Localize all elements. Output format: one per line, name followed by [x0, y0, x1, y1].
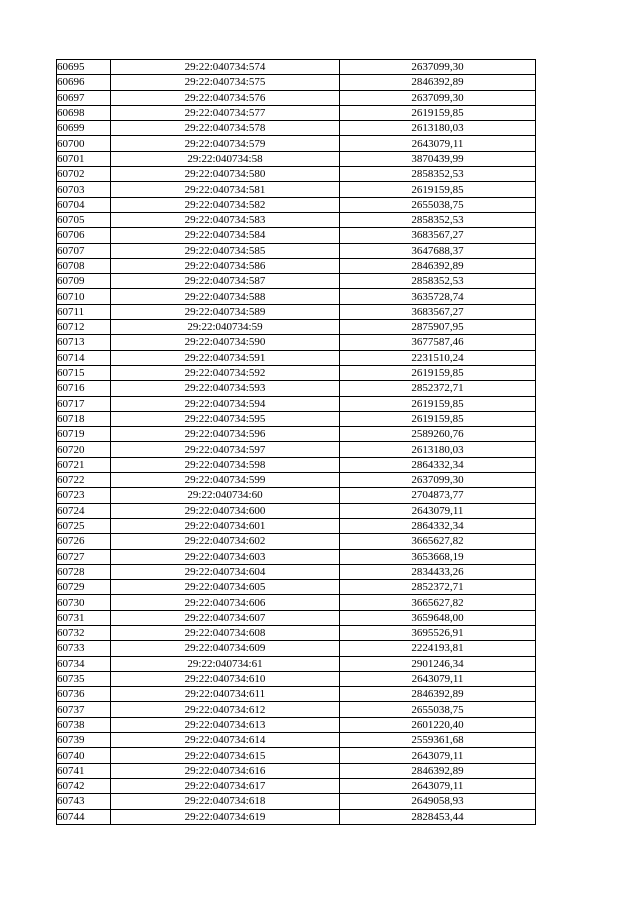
row-number-cell: 60701	[57, 151, 111, 166]
cadastral-value-cell: 2901246,34	[340, 656, 536, 671]
row-number-cell: 60743	[57, 794, 111, 809]
cadastral-number-cell: 29:22:040734:582	[111, 197, 340, 212]
cadastral-number-cell: 29:22:040734:614	[111, 733, 340, 748]
table-row	[57, 625, 536, 640]
table-row	[57, 794, 536, 809]
cadastral-number-cell: 29:22:040734:619	[111, 809, 340, 824]
table-row	[57, 304, 536, 319]
row-number-cell: 60726	[57, 534, 111, 549]
cadastral-number-cell: 29:22:040734:601	[111, 518, 340, 533]
cadastral-value-cell: 2852372,71	[340, 580, 536, 595]
row-number-cell: 60707	[57, 243, 111, 258]
cadastral-value-cell: 2619159,85	[340, 105, 536, 120]
table-row	[57, 167, 536, 182]
row-number-cell: 60705	[57, 212, 111, 227]
row-number-cell: 60733	[57, 641, 111, 656]
table-row	[57, 136, 536, 151]
cadastral-number-cell: 29:22:040734:608	[111, 625, 340, 640]
row-number-cell: 60730	[57, 595, 111, 610]
table-row	[57, 289, 536, 304]
table-row	[57, 258, 536, 273]
cadastral-value-cell: 2619159,85	[340, 182, 536, 197]
cadastral-value-cell: 2224193,81	[340, 641, 536, 656]
table-row	[57, 335, 536, 350]
cadastral-number-cell: 29:22:040734:576	[111, 90, 340, 105]
row-number-cell: 60715	[57, 365, 111, 380]
cadastral-number-cell: 29:22:040734:591	[111, 350, 340, 365]
row-number-cell: 60731	[57, 610, 111, 625]
table-row	[57, 60, 536, 75]
cadastral-value-cell: 2858352,53	[340, 212, 536, 227]
row-number-cell: 60725	[57, 518, 111, 533]
cadastral-number-cell: 29:22:040734:585	[111, 243, 340, 258]
cadastral-value-cell: 2864332,34	[340, 518, 536, 533]
table-row	[57, 197, 536, 212]
table-row	[57, 733, 536, 748]
row-number-cell: 60704	[57, 197, 111, 212]
cadastral-value-cell: 3665627,82	[340, 534, 536, 549]
cadastral-value-cell: 2589260,76	[340, 427, 536, 442]
cadastral-value-cell: 2643079,11	[340, 671, 536, 686]
cadastral-value-cell: 2643079,11	[340, 503, 536, 518]
table-row	[57, 610, 536, 625]
table-row	[57, 182, 536, 197]
row-number-cell: 60735	[57, 671, 111, 686]
cadastral-number-cell: 29:22:040734:594	[111, 396, 340, 411]
table-row	[57, 473, 536, 488]
row-number-cell: 60699	[57, 121, 111, 136]
row-number-cell: 60738	[57, 717, 111, 732]
cadastral-value-cell: 2828453,44	[340, 809, 536, 824]
table-row	[57, 549, 536, 564]
row-number-cell: 60696	[57, 75, 111, 90]
row-number-cell: 60728	[57, 564, 111, 579]
cadastral-number-cell: 29:22:040734:592	[111, 365, 340, 380]
row-number-cell: 60698	[57, 105, 111, 120]
row-number-cell: 60712	[57, 320, 111, 335]
cadastral-value-cell: 2643079,11	[340, 136, 536, 151]
cadastral-value-table	[56, 59, 536, 825]
cadastral-number-cell: 29:22:040734:59	[111, 320, 340, 335]
table-row	[57, 580, 536, 595]
row-number-cell: 60716	[57, 381, 111, 396]
table-row	[57, 671, 536, 686]
cadastral-value-cell: 2649058,93	[340, 794, 536, 809]
cadastral-number-cell: 29:22:040734:61	[111, 656, 340, 671]
table-row	[57, 90, 536, 105]
cadastral-number-cell: 29:22:040734:609	[111, 641, 340, 656]
cadastral-number-cell: 29:22:040734:580	[111, 167, 340, 182]
table-row	[57, 809, 536, 824]
cadastral-value-cell: 2852372,71	[340, 381, 536, 396]
cadastral-value-cell: 2619159,85	[340, 365, 536, 380]
cadastral-number-cell: 29:22:040734:607	[111, 610, 340, 625]
cadastral-value-cell: 2858352,53	[340, 167, 536, 182]
table-row	[57, 595, 536, 610]
table-row	[57, 518, 536, 533]
cadastral-number-cell: 29:22:040734:597	[111, 442, 340, 457]
cadastral-value-cell: 2655038,75	[340, 197, 536, 212]
cadastral-value-cell: 2601220,40	[340, 717, 536, 732]
cadastral-number-cell: 29:22:040734:593	[111, 381, 340, 396]
table-row	[57, 564, 536, 579]
table-row	[57, 274, 536, 289]
table-row	[57, 488, 536, 503]
cadastral-value-cell: 3695526,91	[340, 625, 536, 640]
cadastral-value-cell: 2858352,53	[340, 274, 536, 289]
row-number-cell: 60721	[57, 457, 111, 472]
cadastral-number-cell: 29:22:040734:581	[111, 182, 340, 197]
table-row	[57, 350, 536, 365]
cadastral-value-cell: 2613180,03	[340, 121, 536, 136]
cadastral-number-cell: 29:22:040734:578	[111, 121, 340, 136]
cadastral-number-cell: 29:22:040734:596	[111, 427, 340, 442]
cadastral-number-cell: 29:22:040734:606	[111, 595, 340, 610]
cadastral-value-cell: 2619159,85	[340, 396, 536, 411]
cadastral-number-cell: 29:22:040734:590	[111, 335, 340, 350]
cadastral-value-cell: 3870439,99	[340, 151, 536, 166]
row-number-cell: 60703	[57, 182, 111, 197]
table-row	[57, 151, 536, 166]
cadastral-value-cell: 2637099,30	[340, 473, 536, 488]
cadastral-value-cell: 2231510,24	[340, 350, 536, 365]
row-number-cell: 60711	[57, 304, 111, 319]
row-number-cell: 60720	[57, 442, 111, 457]
table-row	[57, 121, 536, 136]
row-number-cell: 60718	[57, 411, 111, 426]
row-number-cell: 60739	[57, 733, 111, 748]
cadastral-number-cell: 29:22:040734:603	[111, 549, 340, 564]
table-row	[57, 365, 536, 380]
row-number-cell: 60719	[57, 427, 111, 442]
cadastral-value-cell: 2643079,11	[340, 748, 536, 763]
cadastral-number-cell: 29:22:040734:613	[111, 717, 340, 732]
row-number-cell: 60729	[57, 580, 111, 595]
table-row	[57, 748, 536, 763]
cadastral-number-cell: 29:22:040734:577	[111, 105, 340, 120]
cadastral-number-cell: 29:22:040734:616	[111, 763, 340, 778]
table-row	[57, 717, 536, 732]
cadastral-value-cell: 3647688,37	[340, 243, 536, 258]
row-number-cell: 60710	[57, 289, 111, 304]
cadastral-number-cell: 29:22:040734:579	[111, 136, 340, 151]
cadastral-value-cell: 2643079,11	[340, 778, 536, 793]
cadastral-number-cell: 29:22:040734:60	[111, 488, 340, 503]
table-row	[57, 75, 536, 90]
cadastral-value-cell: 2637099,30	[340, 90, 536, 105]
row-number-cell: 60734	[57, 656, 111, 671]
cadastral-number-cell: 29:22:040734:584	[111, 228, 340, 243]
cadastral-number-cell: 29:22:040734:599	[111, 473, 340, 488]
cadastral-number-cell: 29:22:040734:604	[111, 564, 340, 579]
table-row	[57, 381, 536, 396]
row-number-cell: 60709	[57, 274, 111, 289]
row-number-cell: 60695	[57, 60, 111, 75]
row-number-cell: 60714	[57, 350, 111, 365]
row-number-cell: 60724	[57, 503, 111, 518]
row-number-cell: 60697	[57, 90, 111, 105]
row-number-cell: 60744	[57, 809, 111, 824]
cadastral-value-cell: 3653668,19	[340, 549, 536, 564]
cadastral-value-cell: 3683567,27	[340, 304, 536, 319]
cadastral-value-cell: 2655038,75	[340, 702, 536, 717]
cadastral-number-cell: 29:22:040734:575	[111, 75, 340, 90]
cadastral-number-cell: 29:22:040734:586	[111, 258, 340, 273]
table-row	[57, 105, 536, 120]
cadastral-value-cell: 3677587,46	[340, 335, 536, 350]
table-row	[57, 687, 536, 702]
cadastral-number-cell: 29:22:040734:587	[111, 274, 340, 289]
cadastral-value-cell: 2704873,77	[340, 488, 536, 503]
row-number-cell: 60727	[57, 549, 111, 564]
cadastral-number-cell: 29:22:040734:612	[111, 702, 340, 717]
cadastral-number-cell: 29:22:040734:615	[111, 748, 340, 763]
cadastral-number-cell: 29:22:040734:618	[111, 794, 340, 809]
cadastral-number-cell: 29:22:040734:605	[111, 580, 340, 595]
cadastral-number-cell: 29:22:040734:574	[111, 60, 340, 75]
table-row	[57, 763, 536, 778]
cadastral-number-cell: 29:22:040734:588	[111, 289, 340, 304]
cadastral-value-cell: 2846392,89	[340, 763, 536, 778]
row-number-cell: 60722	[57, 473, 111, 488]
cadastral-number-cell: 29:22:040734:600	[111, 503, 340, 518]
table-row	[57, 503, 536, 518]
row-number-cell: 60702	[57, 167, 111, 182]
cadastral-number-cell: 29:22:040734:610	[111, 671, 340, 686]
table-row	[57, 534, 536, 549]
cadastral-value-cell: 2846392,89	[340, 75, 536, 90]
table-row	[57, 427, 536, 442]
cadastral-number-cell: 29:22:040734:58	[111, 151, 340, 166]
row-number-cell: 60740	[57, 748, 111, 763]
row-number-cell: 60741	[57, 763, 111, 778]
cadastral-value-cell: 2864332,34	[340, 457, 536, 472]
cadastral-number-cell: 29:22:040734:595	[111, 411, 340, 426]
cadastral-value-cell: 3683567,27	[340, 228, 536, 243]
row-number-cell: 60717	[57, 396, 111, 411]
cadastral-number-cell: 29:22:040734:598	[111, 457, 340, 472]
cadastral-value-cell: 3665627,82	[340, 595, 536, 610]
table-row	[57, 228, 536, 243]
table-row	[57, 212, 536, 227]
table-body	[57, 60, 536, 825]
row-number-cell: 60742	[57, 778, 111, 793]
cadastral-number-cell: 29:22:040734:617	[111, 778, 340, 793]
cadastral-number-cell: 29:22:040734:583	[111, 212, 340, 227]
cadastral-number-cell: 29:22:040734:589	[111, 304, 340, 319]
row-number-cell: 60713	[57, 335, 111, 350]
cadastral-value-cell: 3659648,00	[340, 610, 536, 625]
cadastral-value-cell: 3635728,74	[340, 289, 536, 304]
table-row	[57, 778, 536, 793]
table-row	[57, 442, 536, 457]
cadastral-value-cell: 2846392,89	[340, 687, 536, 702]
table-row	[57, 656, 536, 671]
table-row	[57, 320, 536, 335]
cadastral-value-cell: 2613180,03	[340, 442, 536, 457]
cadastral-value-cell: 2846392,89	[340, 258, 536, 273]
row-number-cell: 60737	[57, 702, 111, 717]
cadastral-value-cell: 2559361,68	[340, 733, 536, 748]
row-number-cell: 60708	[57, 258, 111, 273]
row-number-cell: 60723	[57, 488, 111, 503]
table-row	[57, 641, 536, 656]
table-row	[57, 396, 536, 411]
row-number-cell: 60700	[57, 136, 111, 151]
cadastral-value-cell: 2637099,30	[340, 60, 536, 75]
table-row	[57, 702, 536, 717]
cadastral-value-cell: 2834433,26	[340, 564, 536, 579]
row-number-cell: 60706	[57, 228, 111, 243]
cadastral-number-cell: 29:22:040734:602	[111, 534, 340, 549]
cadastral-value-cell: 2619159,85	[340, 411, 536, 426]
table-row	[57, 243, 536, 258]
row-number-cell: 60732	[57, 625, 111, 640]
cadastral-number-cell: 29:22:040734:611	[111, 687, 340, 702]
row-number-cell: 60736	[57, 687, 111, 702]
table-row	[57, 411, 536, 426]
table-row	[57, 457, 536, 472]
cadastral-value-cell: 2875907,95	[340, 320, 536, 335]
